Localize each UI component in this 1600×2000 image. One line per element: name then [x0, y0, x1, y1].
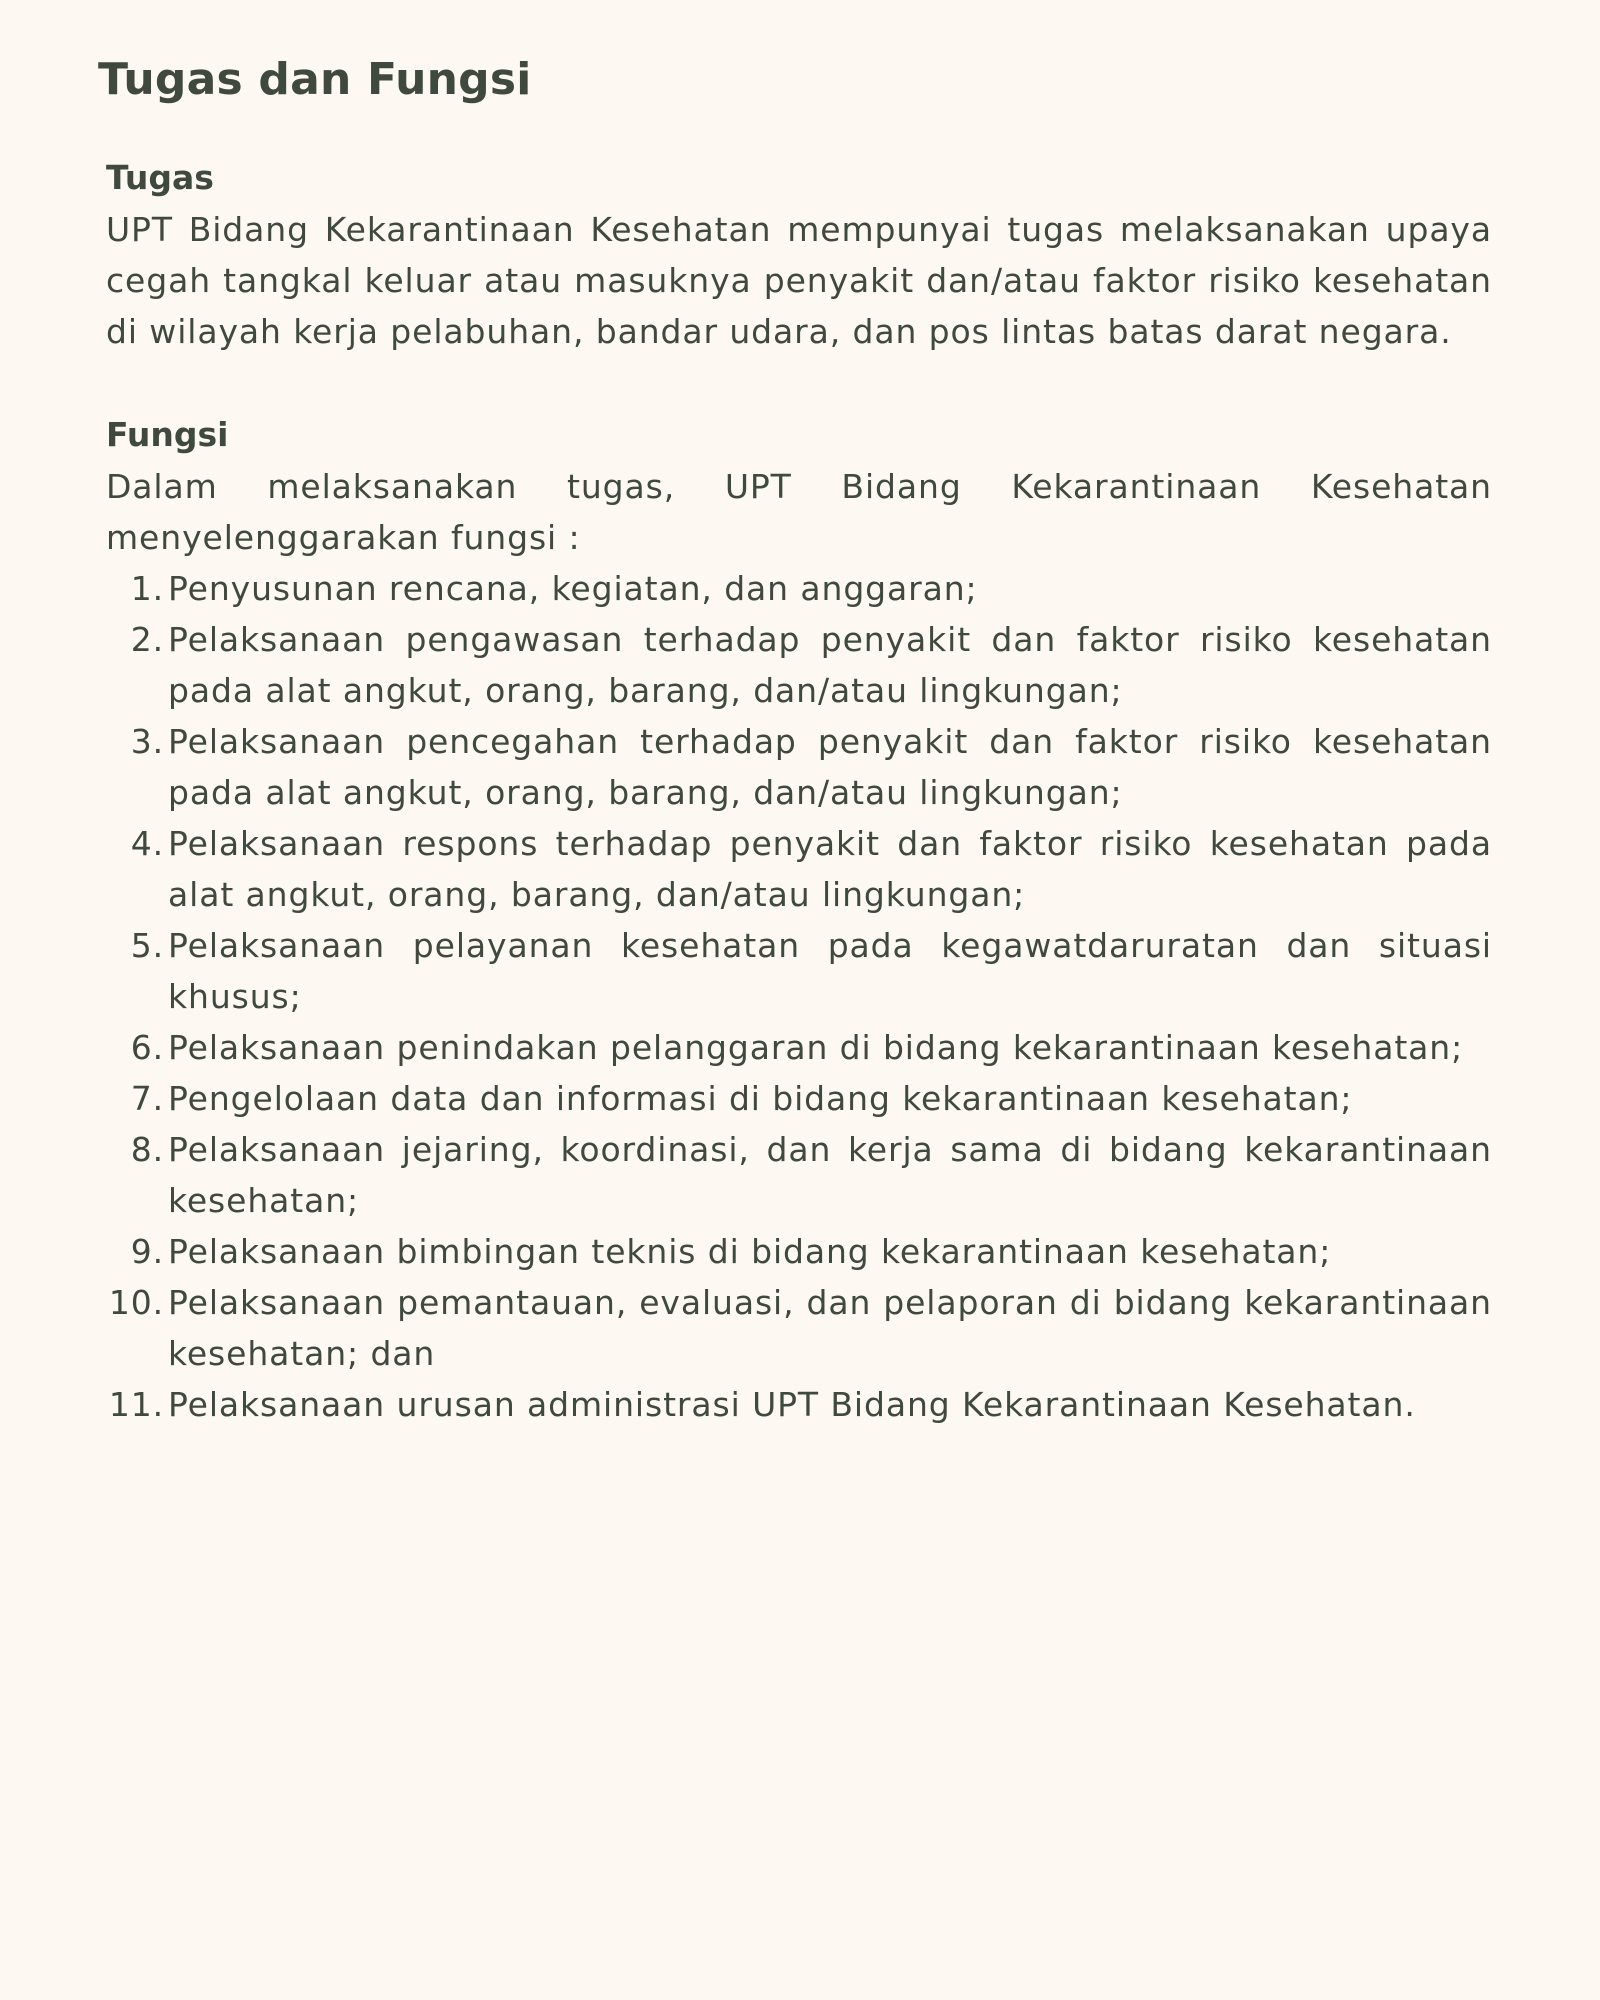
- list-item-number: 1.: [130, 569, 164, 608]
- list-item-number: 4.: [130, 824, 164, 863]
- list-item-number: 10.: [108, 1283, 164, 1322]
- list-item: [106, 1124, 1492, 1226]
- list-item-text: Penyusunan rencana, kegiatan, dan anggaran;: [168, 569, 978, 608]
- list-item: [106, 716, 1492, 818]
- fungsi-section: [106, 409, 1492, 1430]
- list-item: [106, 1022, 1492, 1073]
- fungsi-list: [106, 563, 1492, 1430]
- list-item: [106, 1379, 1492, 1430]
- list-item-text: Pengelolaan data dan informasi di bidang kekarantinaan kesehatan;: [168, 1079, 1353, 1118]
- list-item-number: 6.: [130, 1028, 164, 1067]
- list-item: [106, 1226, 1492, 1277]
- list-item-text: Pelaksanaan jejaring, koordinasi, dan kerja sama di bidang kekarantinaan kesehatan;: [168, 1130, 1492, 1220]
- content: [106, 152, 1492, 1430]
- list-item-number: 3.: [130, 722, 164, 761]
- list-item-number: 7.: [130, 1079, 164, 1118]
- list-item-number: 8.: [130, 1130, 164, 1169]
- tugas-section: [106, 152, 1492, 357]
- list-item-text: Pelaksanaan bimbingan teknis di bidang kekarantinaan kesehatan;: [168, 1232, 1332, 1271]
- tugas-heading: Tugas: [106, 158, 214, 197]
- list-item-number: 2.: [130, 620, 164, 659]
- list-item-text: Pelaksanaan respons terhadap penyakit dan faktor risiko kesehatan pada alat angkut, orang, barang, dan/atau lingkungan;: [168, 824, 1492, 914]
- section-spacer: [106, 357, 1492, 409]
- list-item: [106, 920, 1492, 1022]
- list-item-text: Pelaksanaan pencegahan terhadap penyakit dan faktor risiko kesehatan pada alat angkut, orang, barang, dan/atau lingkungan;: [168, 722, 1492, 812]
- list-item-text: Pelaksanaan penindakan pelanggaran di bidang kekarantinaan kesehatan;: [168, 1028, 1464, 1067]
- list-item-text: Pelaksanaan pengawasan terhadap penyakit dan faktor risiko kesehatan pada alat angkut, orang, barang, dan/atau lingkungan;: [168, 620, 1492, 710]
- list-item-number: 11.: [108, 1385, 164, 1424]
- tugas-paragraph: UPT Bidang Kekarantinaan Kesehatan mempunyai tugas melaksanakan upaya cegah tangkal keluar atau masuknya penyakit dan/atau faktor risiko kesehatan di wilayah kerja pelabuhan, bandar udara, dan pos lintas batas darat negara.: [106, 210, 1492, 351]
- list-item: [106, 1073, 1492, 1124]
- list-item-text: Pelaksanaan pemantauan, evaluasi, dan pelaporan di bidang kekarantinaan kesehatan; dan: [168, 1283, 1492, 1373]
- list-item-text: Pelaksanaan pelayanan kesehatan pada kegawatdaruratan dan situasi khusus;: [168, 926, 1492, 1016]
- fungsi-heading: Fungsi: [106, 415, 229, 454]
- list-item-number: 5.: [130, 926, 164, 965]
- list-item-text: Pelaksanaan urusan administrasi UPT Bidang Kekarantinaan Kesehatan.: [168, 1385, 1416, 1424]
- list-item: [106, 614, 1492, 716]
- fungsi-intro: Dalam melaksanakan tugas, UPT Bidang Kekarantinaan Kesehatan menyelenggarakan fungsi :: [106, 467, 1492, 557]
- page-title: Tugas dan Fungsi: [98, 54, 532, 105]
- list-item: [106, 1277, 1492, 1379]
- list-item: [106, 818, 1492, 920]
- list-item: [106, 563, 1492, 614]
- list-item-number: 9.: [130, 1232, 164, 1271]
